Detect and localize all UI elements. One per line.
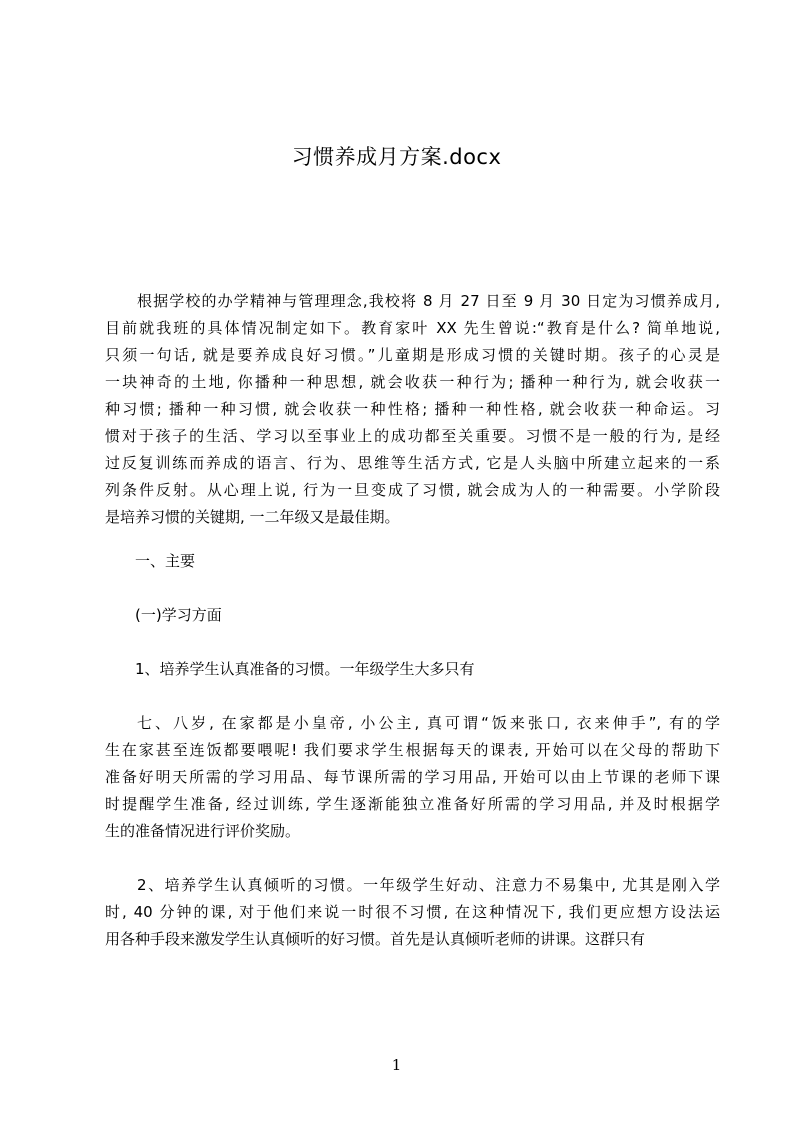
paragraph-line: 七、八岁, 在家都是小皇帝, 小公主, 真可谓“饭来张口, 衣来伸手”, 有的学 (137, 714, 720, 732)
document-title: 习惯养成月方案.docx (291, 145, 502, 169)
subsection-heading: (一)学习方面 (135, 606, 222, 624)
spacer (105, 531, 720, 548)
paragraph-line: 是培养习惯的关键期, 一二年级又是最佳期。 (105, 508, 400, 526)
paragraph-line: 根据学校的办学精神与管理理念,我校将 8 月 27 日至 9 月 30 日定为习惯养成月, (137, 292, 720, 310)
paragraph-line: 一块神奇的土地, 你播种一种思想, 就会收获一种行为; 播种一种行为, 就会收获一 (105, 373, 720, 391)
spacer (105, 683, 720, 710)
spacer (105, 629, 720, 656)
paragraph-line: 用各种手段来激发学生认真倾听的好习惯。首先是认真倾听老师的讲课。这群只有 (105, 930, 646, 948)
paragraph-line: 时提醒学生准备, 经过训练, 学生逐渐能独立准备好所需的学习用品, 并及时根据学 (105, 795, 720, 813)
paragraph-line: 惯对于孩子的生活、学习以至事业上的成功都至关重要。习惯不是一般的行为, 是经 (105, 427, 720, 445)
page-number: 1 (391, 1056, 402, 1074)
paragraph-line: 只须一句话, 就是要养成良好习惯。”儿童期是形成习惯的关键时期。孩子的心灵是 (105, 346, 720, 364)
paragraph-line: 目前就我班的具体情况制定如下。教育家叶 XX 先生曾说:“教育是什么? 简单地说, (105, 319, 720, 337)
section-heading: 一、主要 (135, 552, 196, 570)
list-item-heading: 1、培养学生认真准备的习惯。一年级学生大多只有 (135, 660, 475, 678)
spacer (105, 575, 720, 602)
document-body (105, 288, 720, 953)
paragraph-line: 准备好明天所需的学习用品、每节课所需的学习用品, 开始可以由上节课的老师下课 (105, 768, 720, 786)
paragraph-line: 列条件反射。从心理上说, 行为一旦变成了习惯, 就会成为人的一种需要。小学阶段 (105, 481, 720, 499)
paragraph-line: 生的准备情况进行评价奖励。 (105, 822, 301, 840)
paragraph-line: 2、培养学生认真倾听的习惯。一年级学生好动、注意力不易集中, 尤其是刚入学 (137, 876, 720, 894)
paragraph-line: 过反复训练而养成的语言、行为、思维等生活方式, 它是人头脑中所建立起来的一系 (105, 454, 720, 472)
paragraph-line: 生在家甚至连饭都要喂呢! 我们要求学生根据每天的课表, 开始可以在父母的帮助下 (105, 741, 720, 759)
spacer (105, 845, 720, 872)
paragraph-line: 种习惯; 播种一种习惯, 就会收获一种性格; 播种一种性格, 就会收获一种命运。习 (105, 400, 720, 418)
paragraph-line: 时, 40 分钟的课, 对于他们来说一时很不习惯, 在这种情况下, 我们更应想方设法运 (105, 903, 720, 921)
